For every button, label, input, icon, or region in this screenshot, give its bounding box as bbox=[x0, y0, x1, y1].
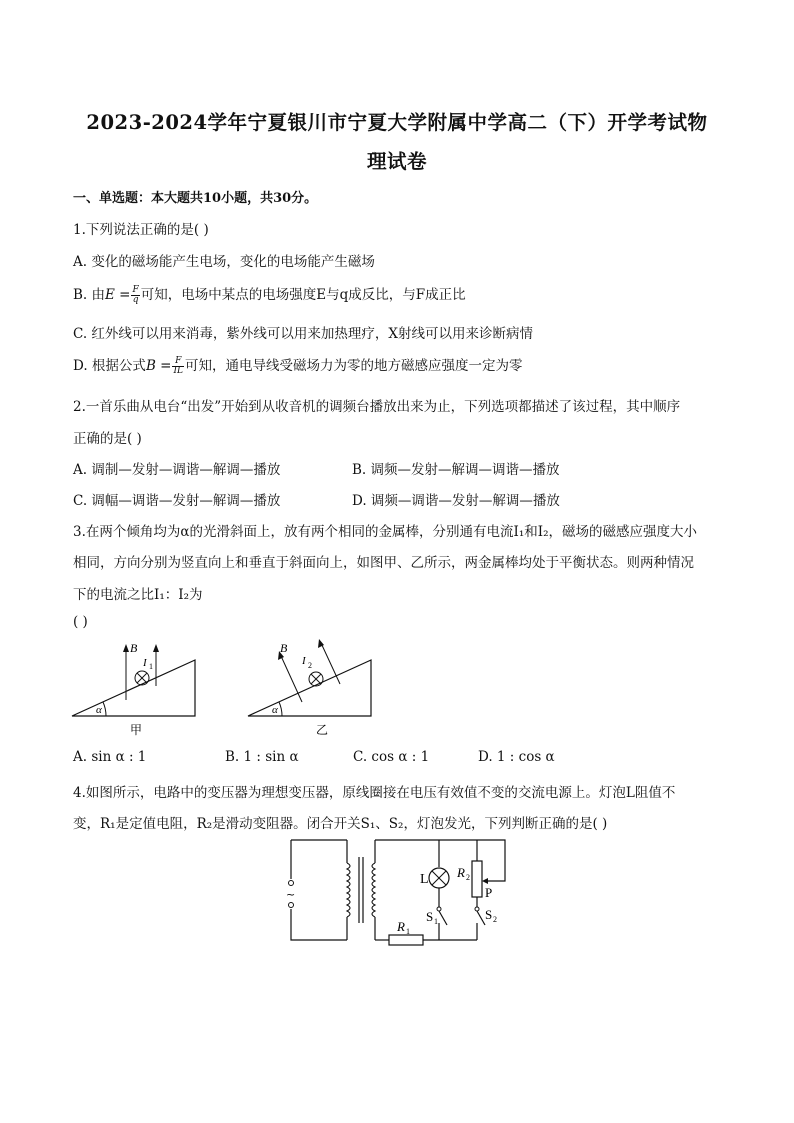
arrow-up-icon bbox=[153, 644, 159, 652]
slider-p-label: P bbox=[485, 885, 493, 900]
q2-option-a: A. 调制—发射—调谐—解调—播放 bbox=[73, 462, 281, 478]
q1-option-b-prefix: B. 由 bbox=[73, 287, 106, 303]
primary-coil bbox=[347, 863, 350, 917]
q3-option-a: A. sin α : 1 bbox=[73, 749, 147, 765]
q2-option-c: C. 调幅—调谐—发射—解调—播放 bbox=[73, 493, 281, 509]
ac-source-icon: ~ bbox=[286, 888, 296, 901]
switch-s2-blade bbox=[477, 911, 485, 925]
q1-option-c: C. 红外线可以用来消毒，紫外线可以用来加热理疗，X射线可以用来诊断病情 bbox=[73, 326, 534, 342]
q1-option-b-fraction bbox=[131, 286, 139, 305]
q4-stem-line2: 变，R₁是定值电阻，R₂是滑动变阻器。闭合开关S₁、S₂，灯泡发光，下列判断正确的是( ) bbox=[73, 816, 608, 832]
q3-stem-line2: 相同，方向分别为竖直向上和垂直于斜面向上，如图甲、乙所示，两金属棒均处于平衡状态。则两种情况 bbox=[73, 555, 694, 571]
q3-option-c: C. cos α : 1 bbox=[353, 749, 430, 765]
resistor-r1 bbox=[389, 935, 423, 945]
rheostat-r2-body bbox=[472, 861, 482, 897]
fraction-numerator: F bbox=[132, 285, 139, 295]
section-heading: 一、单选题：本大题共10小题，共30分。 bbox=[73, 191, 318, 206]
lamp-label: L bbox=[420, 872, 429, 887]
q2-stem-line2: 正确的是( ) bbox=[73, 431, 142, 447]
figure-caption-yi: 乙 bbox=[316, 723, 329, 737]
field-line-left bbox=[281, 656, 302, 702]
figure-caption-jia: 甲 bbox=[130, 723, 143, 737]
secondary-coil bbox=[372, 863, 375, 917]
rheostat-r2-label: R bbox=[457, 865, 465, 880]
q1-option-b bbox=[73, 283, 466, 305]
q1-option-d-text: 可知，通电导线受磁场力为零的地方磁感应强度一定为零 bbox=[185, 358, 523, 374]
q1-option-d-fraction bbox=[172, 357, 184, 376]
ac-terminal bbox=[289, 903, 294, 908]
q3-stem-line4: ( ) bbox=[73, 614, 88, 630]
q2-stem-line1: 2.一首乐曲从电台“出发”开始到从收音机的调频台播放出来为止，下列选项都描述了该过程，其中顺序 bbox=[73, 399, 681, 415]
transformer-circuit-diagram bbox=[285, 835, 515, 947]
q2-option-d: D. 调频—调谐—发射—解调—播放 bbox=[352, 493, 560, 509]
q1-option-d-prefix: D. 根据公式 bbox=[73, 358, 146, 374]
exam-title-line2: 理试卷 bbox=[366, 150, 427, 173]
arrow-up-icon bbox=[123, 644, 129, 652]
fraction-numerator: F bbox=[172, 357, 184, 367]
incline-figure-jia bbox=[70, 638, 200, 738]
switch-s2-label: S bbox=[485, 907, 493, 922]
q1-option-a: A. 变化的磁场能产生电场，变化的电场能产生磁场 bbox=[73, 254, 375, 270]
switch-s2-subscript: 2 bbox=[493, 915, 497, 924]
q4-stem-line1: 4.如图所示，电路中的变压器为理想变压器，原线圈接在电压有效值不变的交流电源上。灯泡L阻值不 bbox=[73, 785, 676, 801]
q1-option-d-formula-lhs: B = bbox=[145, 358, 172, 374]
switch-s1-blade bbox=[439, 911, 447, 925]
resistor-r1-subscript: 1 bbox=[406, 927, 410, 936]
switch-terminal bbox=[437, 907, 441, 911]
q2-option-b: B. 调频—发射—解调—调谐—播放 bbox=[352, 462, 560, 478]
switch-terminal bbox=[475, 907, 479, 911]
q3-stem-line1: 3.在两个倾角均为α的光滑斜面上，放有两个相同的金属棒，分别通有电流I₁和I₂，磁场的磁感应强度大小 bbox=[73, 524, 697, 540]
incline-triangle bbox=[72, 660, 195, 716]
rheostat-r2-subscript: 2 bbox=[466, 873, 470, 882]
q3-option-d: D. 1 : cos α bbox=[478, 749, 555, 765]
resistor-r1-label: R bbox=[397, 919, 405, 934]
field-label-b: B bbox=[280, 641, 288, 655]
q3-option-b: B. 1 : sin α bbox=[225, 749, 299, 765]
incline-figure-yi bbox=[246, 638, 376, 738]
primary-wire bbox=[291, 840, 347, 940]
slider-arrow-icon bbox=[482, 878, 488, 884]
ac-terminal bbox=[289, 881, 294, 886]
field-label-b: B bbox=[130, 641, 138, 655]
angle-alpha-label: α bbox=[96, 704, 102, 716]
q1-stem: 1.下列说法正确的是( ) bbox=[73, 222, 209, 238]
q1-option-b-text: 可知，电场中某点的电场强度E与q成反比，与F成正比 bbox=[140, 287, 466, 303]
angle-arc bbox=[279, 702, 282, 716]
current-subscript: 1 bbox=[149, 662, 153, 671]
fraction-denominator: q bbox=[132, 295, 139, 305]
switch-s1-label: S bbox=[426, 909, 434, 924]
current-label: I bbox=[143, 657, 147, 669]
current-label: I bbox=[302, 655, 306, 667]
angle-arc bbox=[103, 702, 106, 716]
angle-alpha-label: α bbox=[272, 704, 278, 716]
q1-option-b-formula-lhs: E = bbox=[105, 287, 131, 303]
fraction-denominator: IL bbox=[173, 366, 184, 376]
q1-option-d bbox=[73, 354, 523, 376]
exam-title-line1: 2023-2024学年宁夏银川市宁夏大学附属中学高二（下）开学考试物 bbox=[86, 111, 708, 134]
current-subscript: 2 bbox=[308, 661, 312, 670]
switch-s1-subscript: 1 bbox=[434, 917, 438, 926]
q3-stem-line3: 下的电流之比I₁：I₂为 bbox=[73, 587, 203, 603]
